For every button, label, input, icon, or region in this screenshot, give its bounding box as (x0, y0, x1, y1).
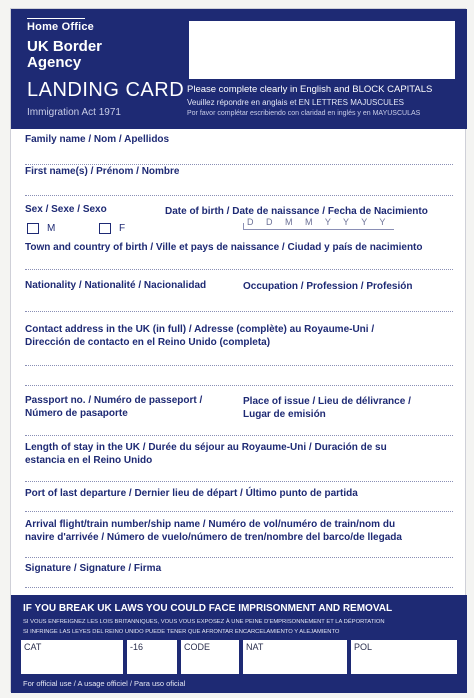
departure-field[interactable] (25, 511, 453, 512)
card-title: LANDING CARD (27, 79, 185, 101)
warning-english: IF YOU BREAK UK LAWS YOU COULD FACE IMPRISONMENT AND REMOVAL (23, 603, 393, 614)
act-reference: Immigration Act 1971 (27, 107, 121, 118)
nationality-occupation-field[interactable] (25, 311, 453, 312)
sex-m-checkbox[interactable] (27, 223, 39, 234)
family-name-label: Family name / Nom / Apellidos (25, 134, 170, 145)
official-box-code: CODE (181, 640, 239, 674)
passport-issue-field[interactable] (25, 435, 453, 436)
arrival-label-line2: navire d'arrivée / Número de vuelo/número de tren/nombre del barco/de llegada (25, 532, 402, 543)
sex-label: Sex / Sexe / Sexo (25, 204, 107, 215)
logo-home-office: Home Office (27, 21, 94, 33)
first-name-label: First name(s) / Prénom / Nombre (25, 166, 180, 177)
stay-label-line1: Length of stay in the UK / Durée du séjour au Royaume-Uni / Duración de su (25, 442, 387, 453)
official-stamp-box (189, 21, 455, 79)
official-box-cat: CAT (21, 640, 123, 674)
sex-m-label: M (47, 223, 56, 234)
official-use-label: For official use / A usage officiel / Para uso oficial (23, 679, 186, 688)
first-name-field[interactable] (25, 195, 453, 196)
dob-label: Date of birth / Date de naissance / Fecha de Nacimiento (165, 206, 428, 217)
warning-spanish: SI INFRINGE LAS LEYES DEL REINO UNIDO PUEDE TENER QUE AFRONTAR ENCARCELAMIENTO Y ALEJAMIENTO (23, 629, 340, 635)
departure-label: Port of last departure / Dernier lieu de départ / Último punto de partida (25, 488, 358, 499)
arrival-field[interactable] (25, 557, 453, 558)
official-box-pol: POL (351, 640, 457, 674)
stay-field[interactable] (25, 481, 453, 482)
landing-card (10, 8, 466, 692)
signature-field[interactable] (25, 587, 453, 588)
passport-label-line1: Passport no. / Numéro de passeport / (25, 395, 203, 406)
occupation-label: Occupation / Profession / Profesión (243, 281, 413, 292)
issue-label-line1: Place of issue / Lieu de délivrance / (243, 396, 411, 407)
dob-field[interactable] (243, 223, 394, 230)
sex-f-checkbox[interactable] (99, 223, 111, 234)
arrival-label-line1: Arrival flight/train number/ship name / Numéro de vol/numéro de train/nom du (25, 519, 396, 530)
card-footer (11, 595, 467, 693)
passport-label-line2: Número de pasaporte (25, 408, 128, 419)
warning-french: SI VOUS ENFREIGNEZ LES LOIS BRITANNIQUES, VOUS VOUS EXPOSEZ À UNE PEINE D'EMPRISONNEMENT ET LA DÉPORTATION (23, 619, 385, 625)
logo-agency: UK Border Agency (27, 38, 103, 71)
address-field-1[interactable] (25, 365, 453, 366)
instruction-english: Please complete clearly in English and BLOCK CAPITALS (187, 84, 433, 95)
address-label-line2: Dirección de contacto en el Reino Unido (completa) (25, 337, 271, 348)
dob-format-hint: D D M M Y Y Y Y (247, 217, 391, 227)
address-label-line1: Contact address in the UK (in full) / Adresse (complète) au Royaume-Uni / (25, 324, 375, 335)
instruction-spanish: Por favor complétar escribiendo con claridad en inglés y en MAYUSCULAS (187, 110, 421, 117)
birthplace-label: Town and country of birth / Ville et pays de naissance / Ciudad y país de nacimiento (25, 242, 423, 253)
official-box-16: -16 (127, 640, 177, 674)
issue-label-line2: Lugar de emisión (243, 409, 326, 420)
address-field-2[interactable] (25, 385, 453, 386)
signature-label: Signature / Signature / Firma (25, 563, 162, 574)
instruction-french: Veuillez répondre en anglais et EN LETTRES MAJUSCULES (187, 98, 404, 107)
sex-f-label: F (119, 223, 126, 234)
birthplace-field[interactable] (25, 269, 453, 270)
nationality-label: Nationality / Nationalité / Nacionalidad (25, 280, 207, 291)
official-box-nat: NAT (243, 640, 347, 674)
stay-label-line2: estancia en el Reino Unido (25, 455, 153, 466)
card-header (11, 9, 467, 129)
